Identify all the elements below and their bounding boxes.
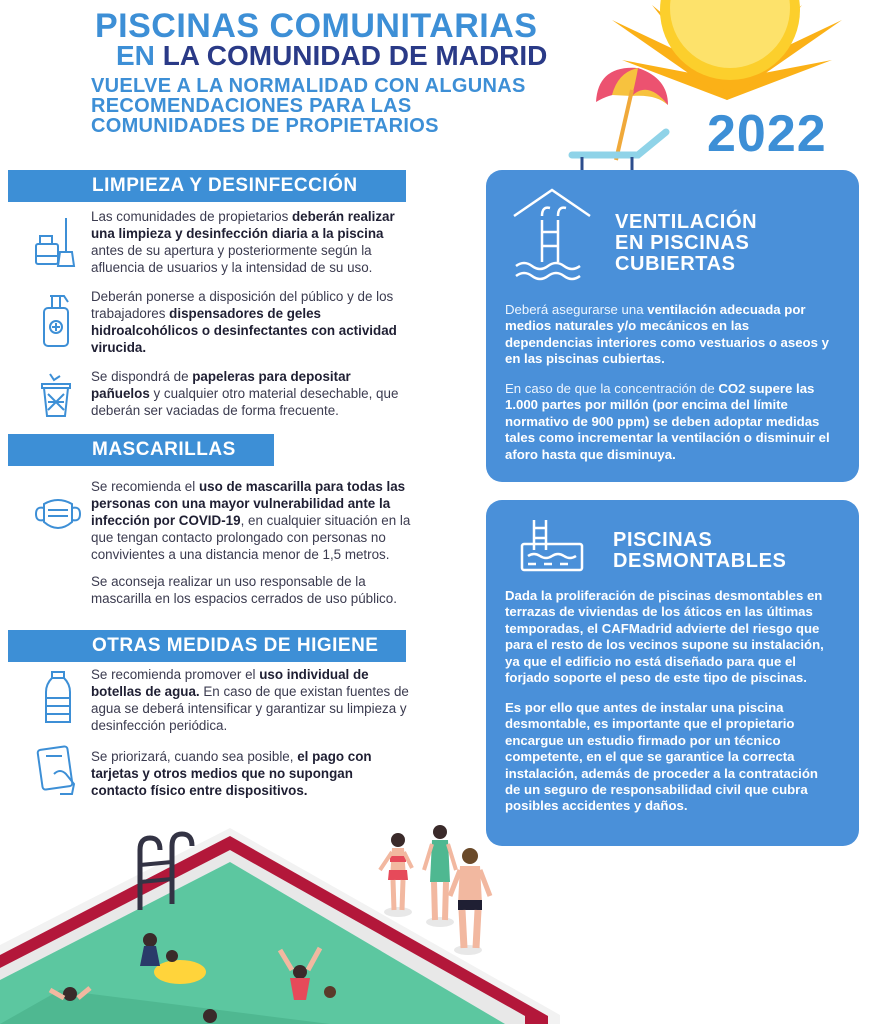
title-line-2 — [116, 40, 547, 72]
pool-illustration — [0, 820, 600, 1024]
section-heading-mascarillas: MASCARILLAS — [8, 434, 274, 466]
trash-bin-icon — [32, 370, 80, 426]
section-heading-otras-medidas: OTRAS MEDIDAS DE HIGIENE — [8, 630, 406, 662]
limpieza-paragraph-3: Se dispondrá de papeleras para depositar pañuelos y cualquier otro material desechable, que deberán ser vaciadas de forma frecuente. — [91, 369, 399, 418]
subtitle-line-1: VUELVE A LA NORMALIDAD CON ALGUNAS — [91, 75, 526, 97]
subtitle — [91, 76, 591, 136]
title-line-1: PISCINAS COMUNITARIAS — [95, 7, 538, 45]
desmontables-title: PISCINAS DESMONTABLES — [613, 529, 787, 572]
water-bottle-icon — [34, 670, 82, 726]
face-mask-icon — [34, 490, 82, 546]
otras-paragraph-1: Se recomienda promover el uso individual de botellas de agua. En caso de que existan fuentes de agua se deberá intensificar y garantizar su limpieza y desinfección periódica. — [91, 667, 409, 733]
limpieza-paragraph-1: Las comunidades de propietarios deberán realizar una limpieza y desinfección diaria a la piscina antes de su apertura y posteriormente según la afluencia de usuarios y la intensidad de su uso. — [91, 209, 395, 275]
desmontables-paragraph-2: Es por ello que antes de instalar una piscina desmontable, es importante que el propietario encargue un estudio firmado por un técnico competente, en el que se garantice la correcta instalación, además de proceder a la contratación de un seguro de responsabilidad civil que cubra posibles accidentes y daños. — [505, 700, 818, 814]
ventilacion-paragraph-2: En caso de que la concentración de CO2 supere las 1.000 partes por millón (por encima del límite normativo de 900 ppm) se deben adoptar medidas tales como incrementar la ventilación o disminuir el aforo hasta que disminuya. — [505, 381, 830, 462]
card-payment-icon — [34, 744, 82, 800]
ventilacion-title: VENTILACIÓN EN PISCINAS CUBIERTAS — [615, 211, 758, 275]
beach-umbrella-icon — [568, 60, 678, 175]
desmontables-paragraph-1: Dada la proliferación de piscinas desmontables en terrazas de viviendas de los áticos en las últimas temporadas, el CAFMadrid advierte del riesgo que para el resto de los vecinos supone su instalación, ya que el edificio no está diseñado para que el forjado soporte el peso de este tipo de piscinas. — [505, 588, 824, 686]
cleaning-supplies-icon — [32, 214, 80, 270]
subtitle-line-2: RECOMENDACIONES PARA LAS — [91, 95, 412, 117]
above-ground-pool-icon — [520, 516, 584, 574]
ventilacion-card — [486, 170, 859, 482]
hand-sanitizer-icon — [34, 294, 82, 350]
desmontables-card — [486, 500, 859, 846]
people-illustration — [370, 820, 500, 960]
limpieza-paragraph-2: Deberán ponerse a disposición del público y de los trabajadores dispensadores de geles hidroalcohólicos o desinfectantes con actividad virucida. — [91, 289, 397, 355]
mascarillas-paragraph-1: Se recomienda el uso de mascarilla para todas las personas con una mayor vulnerabilidad ante la infección por COVID-19, en cualquier situación en la que tengan contacto prolongado con personas no convivientes a una distancia menor de 1,5 metros. — [91, 479, 411, 562]
title-line-2-b: LA COMUNIDAD DE MADRID — [162, 40, 548, 71]
year-label: 2022 — [707, 105, 827, 163]
subtitle-line-3: COMUNIDADES DE PROPIETARIOS — [91, 115, 439, 137]
section-heading-limpieza: LIMPIEZA Y DESINFECCIÓN — [8, 170, 406, 202]
mascarillas-paragraph-2: Se aconseja realizar un uso responsable de la mascarilla en los espacios cerrados de uso público. — [91, 574, 397, 606]
otras-paragraph-2: Se priorizará, cuando sea posible, el pago con tarjetas y otros medios que no supongan contacto físico entre dispositivos. — [91, 749, 372, 798]
indoor-pool-icon — [510, 186, 594, 282]
title-line-2-a: EN — [116, 40, 163, 71]
ventilacion-paragraph-1: Deberá asegurarse una ventilación adecuada por medios naturales y/o mecánicos en las dependencias interiores como vestuarios o aseos y en las piscinas cubiertas. — [505, 302, 829, 367]
